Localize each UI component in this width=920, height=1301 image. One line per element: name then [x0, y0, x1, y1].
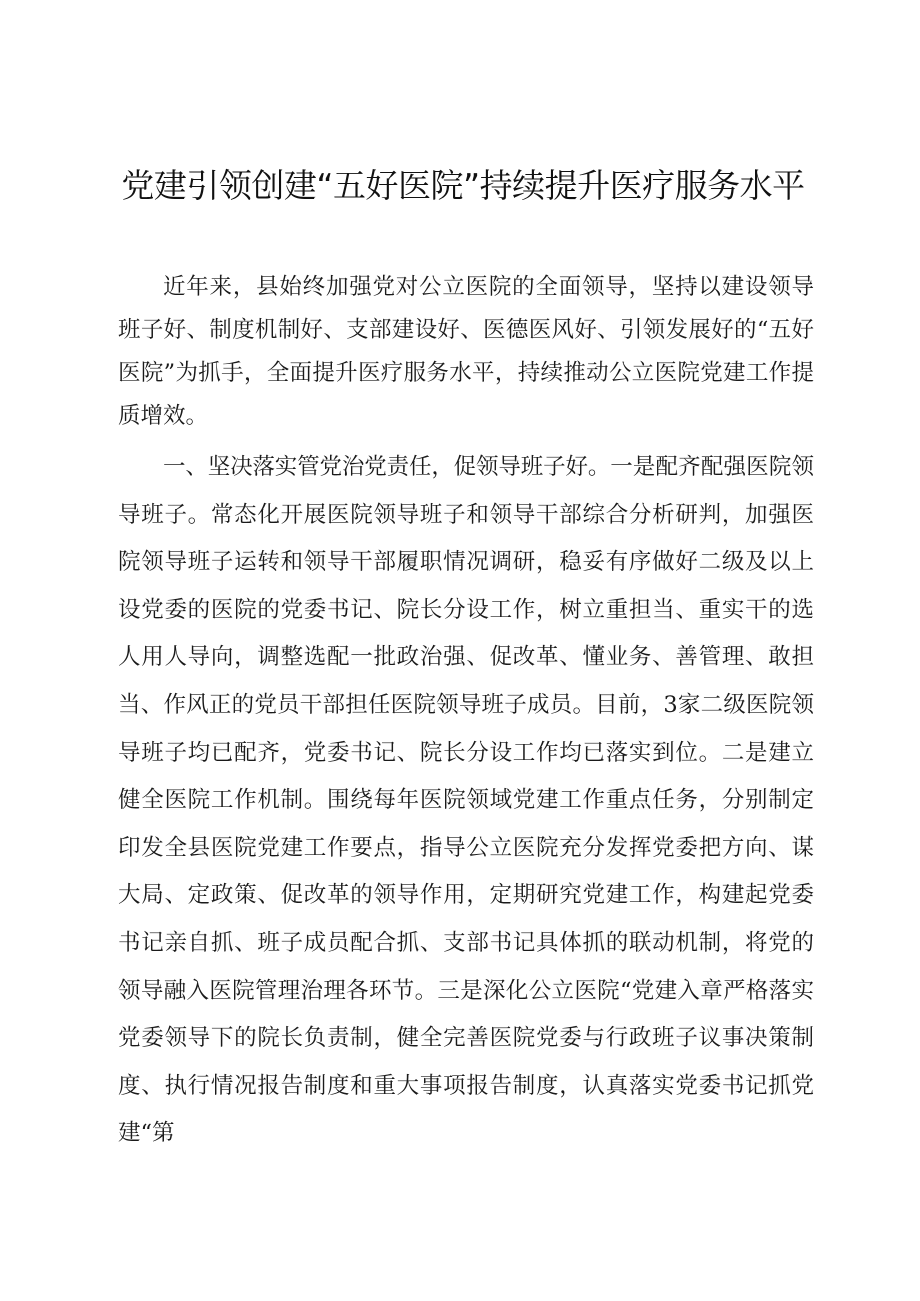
- paragraph-intro: 近年来，县始终加强党对公立医院的全面领导，坚持以建设领导班子好、制度机制好、支部建设好、医德医风好、引领发展好的“五好医院”为抓手，全面提升医疗服务水平，持续推动公立医院党建工作提质增效。: [118, 274, 814, 429]
- section-one-heading: 一、坚决落实管党治党责任，促领导班子好。: [163, 454, 611, 480]
- paragraph-section-one: [118, 444, 814, 1158]
- document-title: 党建引领创建“五好医院”持续提升医疗服务水平: [121, 166, 805, 205]
- section-one-body: 一是配齐配强医院领导班子。常态化开展医院领导班子和领导干部综合分析研判，加强医院领导班子运转和领导干部履职情况调研，稳妥有序做好二级及以上设党委的医院的党委书记、院长分设工作，树立重担当、重实干的选人用人导向，调整选配一批政治强、促改革、懂业务、善管理、敢担当、作风正的党员干部担任医院领导班子成员。目前，3家二级医院领导班子均已配齐，党委书记、院长分设工作均已落实到位。二是建立健全医院工作机制。围绕每年医院领域党建工作重点任务，分别制定印发全县医院党建工作要点，指导公立医院充分发挥党委把方向、谋大局、定政策、促改革的领导作用，定期研究党建工作，构建起党委书记亲自抓、班子成员配合抓、支部书记具体抓的联动机制，将党的领导融入医院管理治理各环节。三是深化公立医院“党建入章严格落实党委领导下的院长负责制，健全完善医院党委与行政班子议事决策制度、执行情况报告制度和重大事项报告制度，认真落实党委书记抓党建“第: [118, 454, 814, 1147]
